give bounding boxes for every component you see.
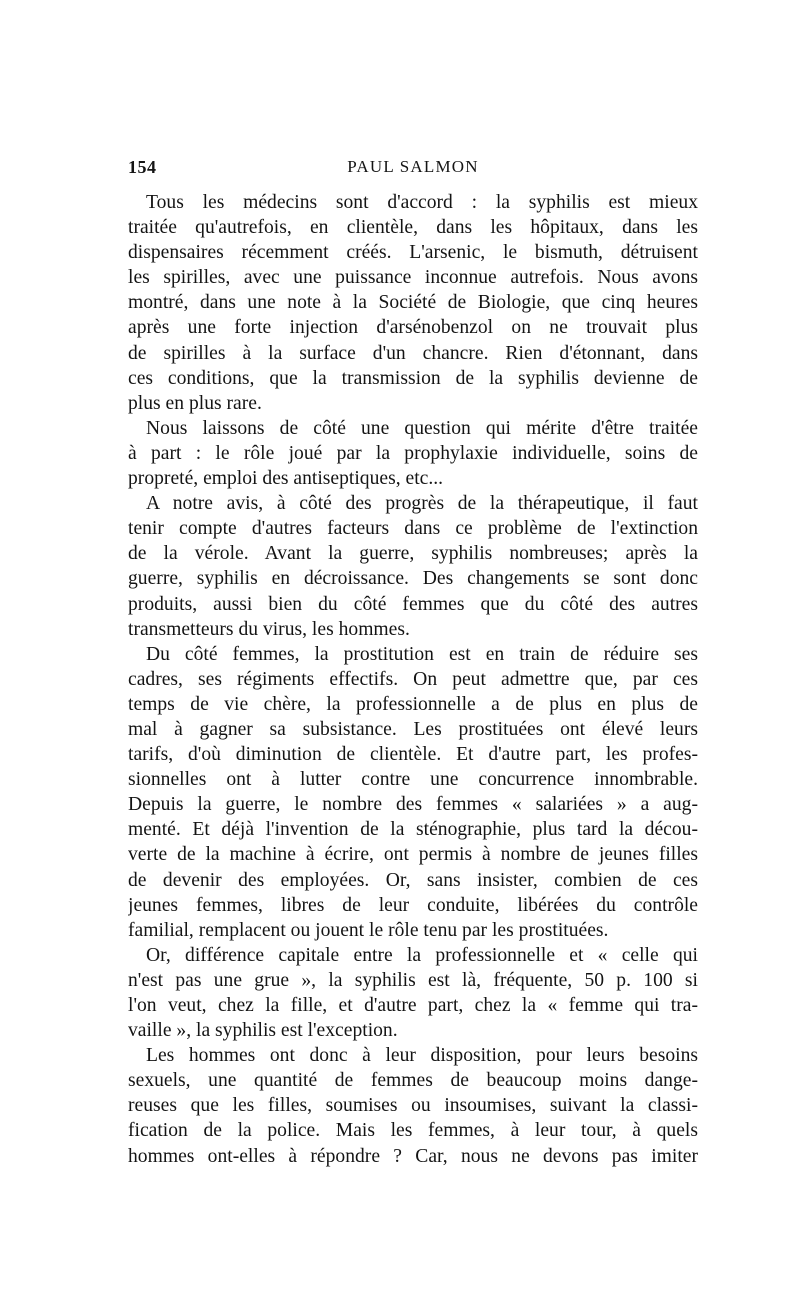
paragraph bbox=[128, 491, 698, 642]
text-line: cadres, ses régiments effectifs. On peut admettre que, par ces bbox=[128, 668, 698, 690]
text-line: Tous les médecins sont d'accord : la syphilis est mieux bbox=[146, 192, 698, 213]
text-line: n'est pas une grue », la syphilis est là, fréquente, 50 p. 100 si bbox=[128, 969, 698, 991]
paragraph bbox=[128, 642, 698, 943]
text-line: ces conditions, que la transmission de la syphilis devienne de bbox=[128, 367, 698, 389]
text-line: Or, différence capitale entre la professionnelle et « celle qui bbox=[146, 944, 698, 966]
text-line: verte de la machine à écrire, ont permis à nombre de jeunes filles bbox=[128, 844, 698, 866]
paragraph bbox=[128, 1043, 698, 1168]
text-line: menté. Et déjà l'invention de la sténographie, plus tard la décou- bbox=[128, 819, 698, 841]
text-line: vaille », la syphilis est l'exception. bbox=[128, 1020, 398, 1042]
text-line: familial, remplacent ou jouent le rôle tenu par les prostituées. bbox=[128, 919, 609, 941]
text-line: transmetteurs du virus, les hommes. bbox=[128, 618, 410, 640]
text-line: sexuels, une quantité de femmes de beaucoup moins dange- bbox=[128, 1070, 698, 1092]
paragraph bbox=[128, 190, 698, 416]
text-line: de devenir des employées. Or, sans insister, combien de ces bbox=[128, 869, 698, 891]
text-line: A notre avis, à côté des progrès de la thérapeutique, il faut bbox=[146, 493, 698, 515]
paragraph bbox=[128, 416, 698, 491]
page-header bbox=[128, 157, 698, 181]
page-number: 154 bbox=[128, 157, 157, 177]
text-line: fication de la police. Mais les femmes, à leur tour, à quels bbox=[128, 1120, 698, 1142]
text-line: de la vérole. Avant la guerre, syphilis nombreuses; après la bbox=[128, 543, 698, 565]
paragraph bbox=[128, 943, 698, 1043]
text-line: tarifs, d'où diminution de clientèle. Et d'autre part, les profes- bbox=[128, 744, 698, 766]
text-line: temps de vie chère, la professionnelle a de plus en plus de bbox=[128, 693, 698, 715]
text-line: à part : le rôle joué par la prophylaxie individuelle, soins de bbox=[128, 442, 698, 464]
text-line: de spirilles à la surface d'un chancre. Rien d'étonnant, dans bbox=[128, 342, 698, 364]
text-line: reuses que les filles, soumises ou insoumises, suivant la classi- bbox=[128, 1095, 698, 1117]
text-line: produits, aussi bien du côté femmes que du côté des autres bbox=[128, 593, 698, 615]
body-text bbox=[128, 190, 698, 1169]
text-line: montré, dans une note à la Société de Biologie, que cinq heures bbox=[128, 292, 698, 314]
text-line: hommes ont-elles à répondre ? Car, nous ne devons pas imiter bbox=[128, 1145, 698, 1167]
text-line: Les hommes ont donc à leur disposition, pour leurs besoins bbox=[146, 1045, 698, 1067]
text-line: tenir compte d'autres facteurs dans ce problème de l'extinction bbox=[128, 518, 698, 540]
text-line: mal à gagner sa subsistance. Les prostituées ont élevé leurs bbox=[128, 718, 698, 740]
text-line: après une forte injection d'arsénobenzol on ne trouvait plus bbox=[128, 317, 698, 339]
text-line: guerre, syphilis en décroissance. Des changements se sont donc bbox=[128, 568, 698, 590]
text-line: sionnelles ont à lutter contre une concurrence innombrable. bbox=[128, 769, 698, 791]
text-line: propreté, emploi des antiseptiques, etc... bbox=[128, 468, 444, 490]
text-line: dispensaires récemment créés. L'arsenic, le bismuth, détruisent bbox=[128, 242, 698, 264]
text-line: l'on veut, chez la fille, et d'autre part, chez la « femme qui tra- bbox=[128, 995, 698, 1016]
text-line: Depuis la guerre, le nombre des femmes « salariées » a aug- bbox=[128, 794, 698, 816]
text-line: traitée qu'autrefois, en clientèle, dans les hôpitaux, dans les bbox=[128, 217, 698, 239]
text-line: Nous laissons de côté une question qui mérite d'être traitée bbox=[146, 417, 698, 439]
text-line: Du côté femmes, la prostitution est en train de réduire ses bbox=[146, 643, 698, 665]
running-head: PAUL SALMON bbox=[347, 157, 479, 176]
text-line: jeunes femmes, libres de leur conduite, libérées du contrôle bbox=[128, 894, 698, 916]
text-line: plus en plus rare. bbox=[128, 392, 262, 414]
text-line: les spirilles, avec une puissance inconnue autrefois. Nous avons bbox=[128, 267, 698, 289]
